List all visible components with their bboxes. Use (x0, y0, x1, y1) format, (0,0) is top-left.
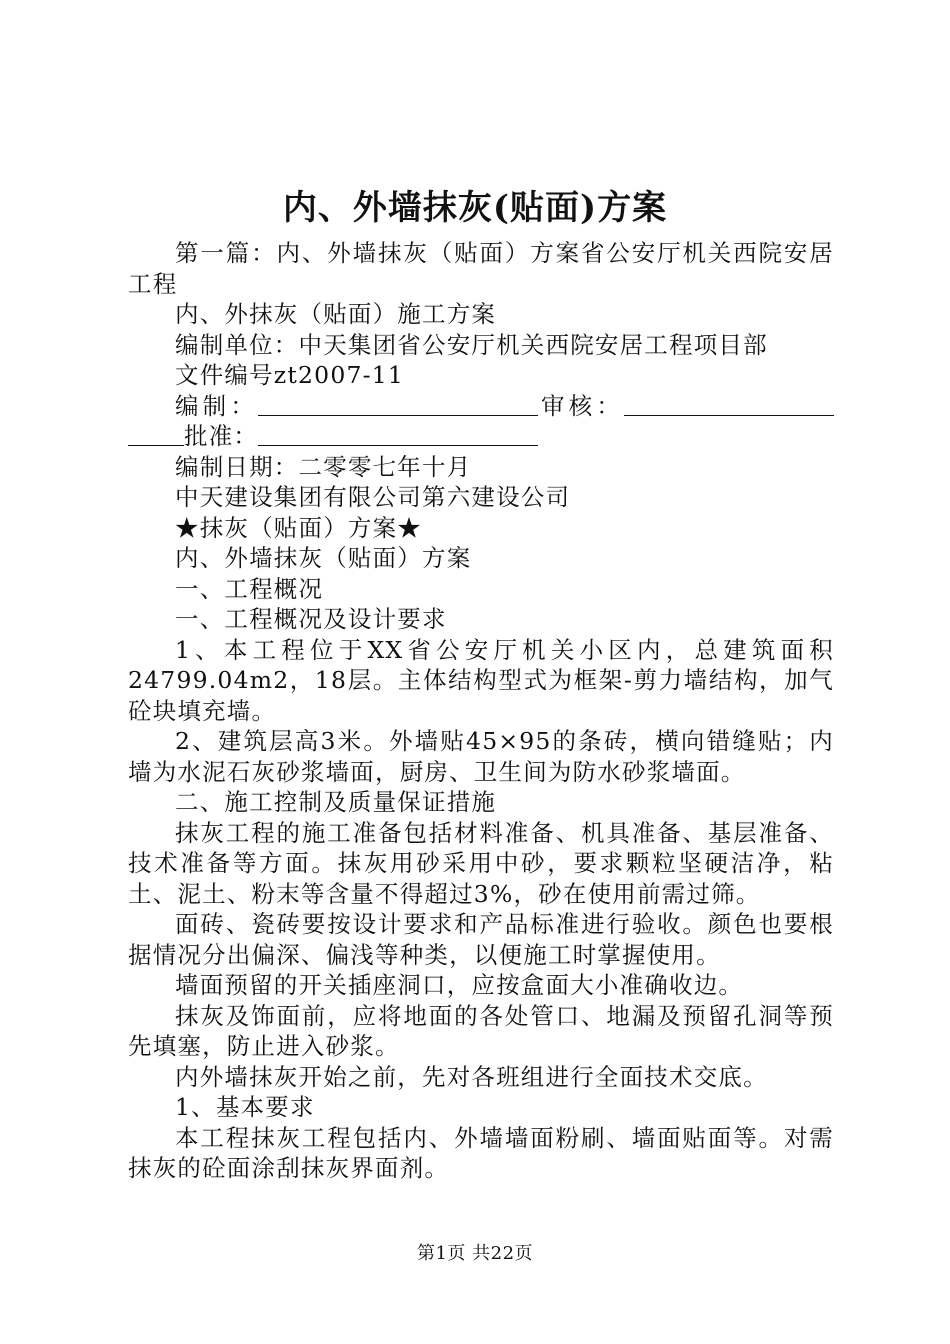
approve-blank (258, 423, 538, 446)
document-body (128, 238, 834, 1184)
section-heading: 一、工程概况 (175, 574, 324, 603)
section-heading: 1、基本要求 (175, 1093, 315, 1121)
review-label: 审核： (538, 391, 624, 420)
paragraph: 抹灰工程的施工准备包括材料准备、机具准备、基层准备、技术准备等方面。抹灰用砂采用中砂，要求颗粒坚硬洁净，粘土、泥土、粉末等含量不得超过3%，砂在使用前需过筛。 (128, 818, 834, 908)
paragraph: ★抹灰（贴面）方案★ (175, 513, 422, 542)
compile-label: 编制： (175, 391, 259, 420)
section-heading: 二、施工控制及质量保证措施 (175, 788, 497, 816)
paragraph: 抹灰及饰面前，应将地面的各处管口、地漏及预留孔洞等预先填塞，防止进入砂浆。 (128, 1001, 834, 1060)
paragraph: 面砖、瓷砖要按设计要求和产品标准进行验收。颜色也要根据情况分出偏深、偏浅等种类，以便施工时掌握使用。 (128, 910, 834, 969)
paragraph: 中天建设集团有限公司第六建设公司 (175, 483, 571, 511)
paragraph: 墙面预留的开关插座洞口，应按盒面大小准确收边。 (175, 971, 744, 999)
compile-blank (258, 393, 538, 416)
paragraph: 编制日期：二零零七年十月 (175, 452, 472, 481)
review-blank-cont (128, 423, 184, 446)
paragraph: 内、外墙抹灰（贴面）方案 (175, 544, 472, 572)
document-title: 内、外墙抹灰(贴面)方案 (282, 188, 668, 228)
approve-label: 批准： (184, 422, 259, 450)
signature-line (128, 391, 834, 452)
paragraph: 1、本工程位于XX省公安厅机关小区内，总建筑面积24799.04m2，18层。主体结构型式为框架-剪力墙结构，加气砼块填充墙。 (128, 635, 834, 725)
page-footer: 第1页 共22页 (416, 1243, 534, 1264)
paragraph: 本工程抹灰工程包括内、外墙墙面粉刷、墙面贴面等。对需抹灰的砼面涂刮抹灰界面剂。 (128, 1123, 834, 1182)
paragraph: 第一篇：内、外墙抹灰（贴面）方案省公安厅机关西院安居工程 (128, 239, 834, 298)
section-heading: 一、工程概况及设计要求 (175, 605, 447, 633)
paragraph: 内、外抹灰（贴面）施工方案 (175, 300, 497, 328)
paragraph: 内外墙抹灰开始之前，先对各班组进行全面技术交底。 (175, 1062, 768, 1091)
review-blank (624, 393, 834, 416)
paragraph: 编制单位：中天集团省公安厅机关西院安居工程项目部 (175, 330, 768, 359)
paragraph: 文件编号zt2007-11 (175, 361, 405, 389)
paragraph: 2、建筑层高3米。外墙贴45×95的条砖，横向错缝贴；内墙为水泥石灰砂浆墙面，厨房、卫生间为防水砂浆墙面。 (128, 727, 834, 786)
